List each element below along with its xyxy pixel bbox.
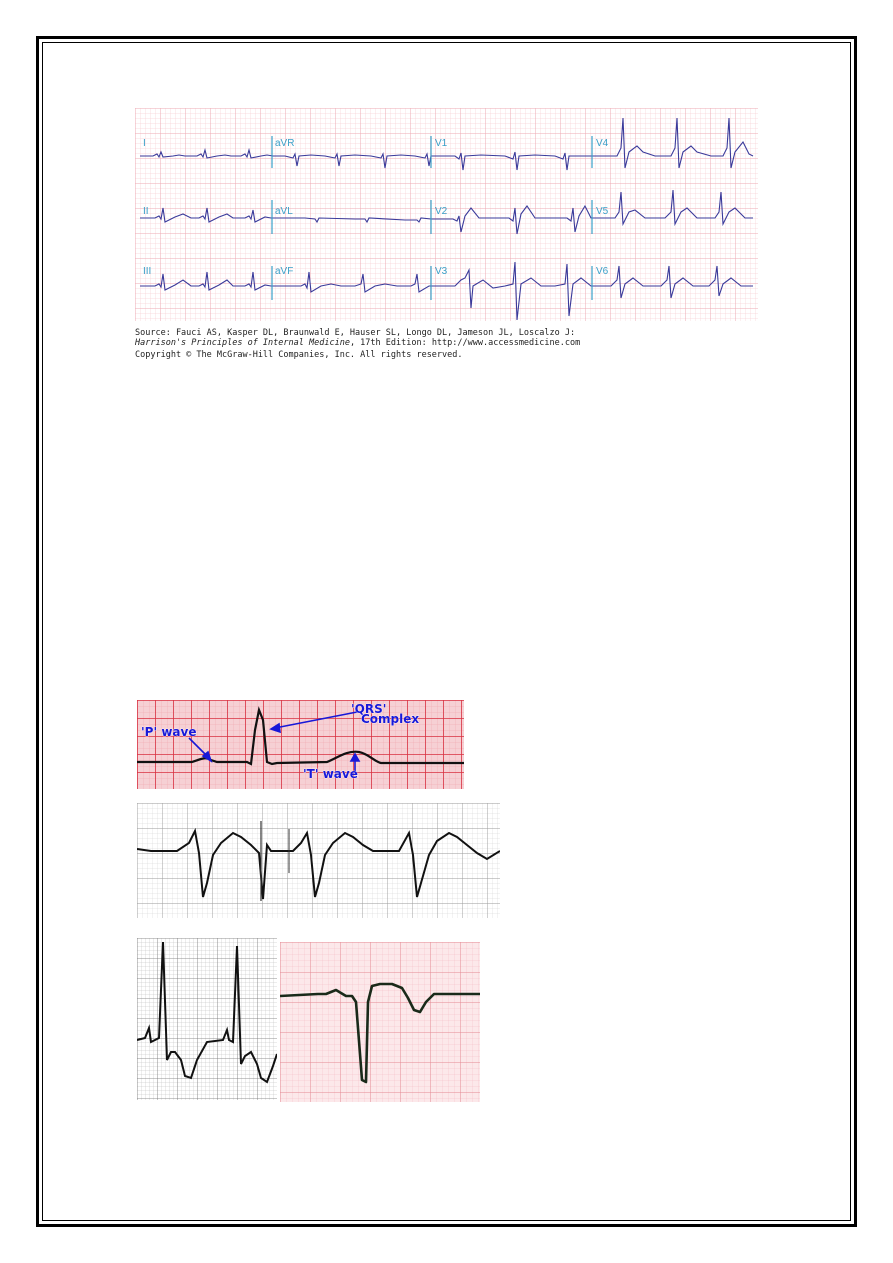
source-book-title: Harrison's Principles of Internal Medicine [135,338,350,348]
source-line-2 [135,338,580,349]
copyright-line: Copyright © The McGraw-Hill Companies, Inc. All rights reserved. [135,350,463,360]
lead-label-III: III [143,266,152,277]
lead-label-aVR: aVR [275,138,295,149]
lead-label-V3: V3 [435,266,448,277]
fine-gray-grid-ecg-strip [137,938,277,1100]
annotated-pqrst-figure [137,700,464,789]
lead-label-aVL: aVL [275,206,293,217]
pink-grid-q-wave-strip [280,942,480,1102]
lead-label-I: I [143,138,146,149]
gray-grid-ecg-strip [137,803,500,918]
lead-label-V4: V4 [596,138,609,149]
source-edition: , 17th Edition: http://www.accessmedicine.com [349,338,581,348]
qrs-label-line1: 'QRS' [351,702,387,716]
lead-label-aVF: aVF [275,266,294,277]
p-wave-label: 'P' wave [141,725,197,739]
lead-label-V1: V1 [435,138,448,149]
lead-label-II: II [143,206,149,217]
lead-label-V6: V6 [596,266,609,277]
source-line-1: Source: Fauci AS, Kasper DL, Braunwald E, Hauser SL, Longo DL, Jameson JL, Loscalzo J: [135,328,576,338]
lead-label-V5: V5 [596,206,609,217]
lead-label-V2: V2 [435,206,448,217]
qrs-label-line2: Complex [361,712,420,726]
twelve-lead-ecg [135,108,758,321]
t-wave-label: 'T' wave [303,767,358,781]
